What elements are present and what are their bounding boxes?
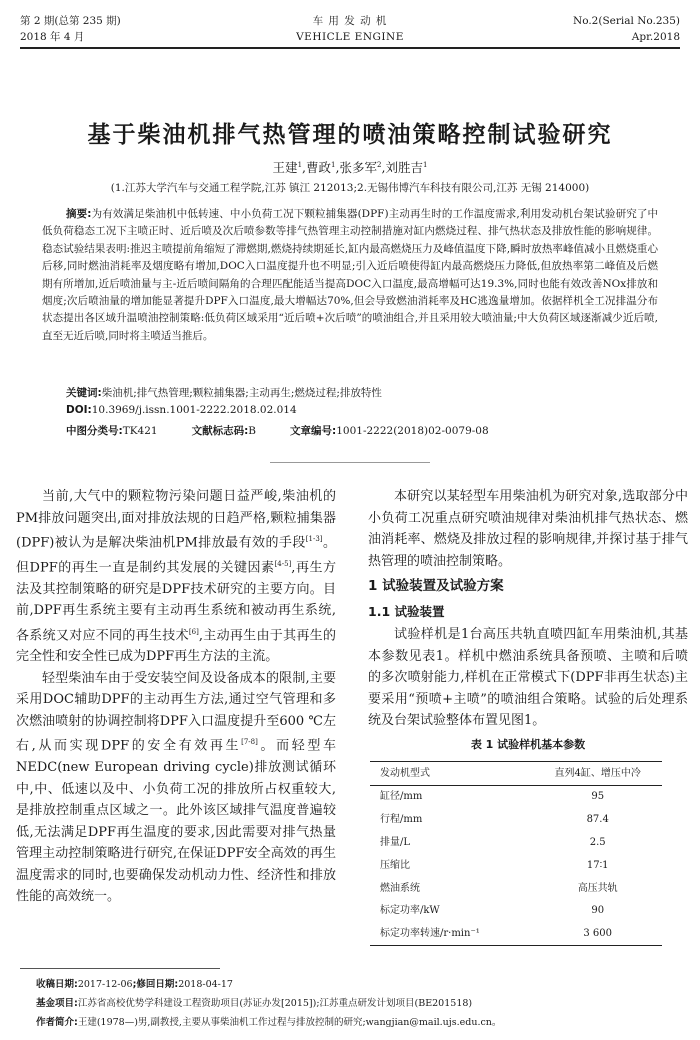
table-caption: 表 1 试验样机基本参数 bbox=[470, 737, 586, 751]
header-issue-en: No.2(Serial No.235) bbox=[573, 15, 680, 27]
table-cell: 行程/mm bbox=[380, 814, 423, 826]
affiliation: (1.江苏大学汽车与交通工程学院,江苏 镇江 212013;2.无锡伟博汽车科技有限公司,江苏 无锡 214000) bbox=[110, 182, 590, 194]
author-affiliation-mark: 1 bbox=[297, 160, 303, 169]
revised-label: ;修回日期: bbox=[132, 979, 179, 990]
header-issue-cn: 第 2 期(总第 235 期) bbox=[20, 15, 121, 27]
classification-line bbox=[66, 423, 489, 438]
body-paragraph: 试验样机是1台高压共轨直喷四缸车用柴油机,其基本参数见表1。样机中燃油系统具备预喷、主喷和后喷的多次喷射能力,样机在正常模式下(DPF非再生状态)主要采用“预喷+主喷”的喷油组合策略。试验的后处理系统及台架试验整体布置见图1。 bbox=[368, 627, 688, 728]
table-cell: 95 bbox=[591, 791, 605, 803]
table-cell: 排量/L bbox=[380, 837, 411, 849]
table-row bbox=[370, 877, 662, 900]
header-journal-en: VEHICLE ENGINE bbox=[296, 31, 404, 43]
table-row bbox=[370, 785, 662, 808]
table-cell: 缸径/mm bbox=[380, 791, 423, 803]
author-affiliation-mark: 1 bbox=[331, 160, 336, 169]
table-cell: 压缩比 bbox=[380, 859, 410, 871]
author-name: 王建 bbox=[272, 160, 298, 175]
header-journal-cn: 车 用 发 动 机 bbox=[312, 15, 388, 27]
doc-code-label: 文献标志码: bbox=[191, 425, 249, 437]
spec-table bbox=[370, 761, 662, 946]
body-paragraph: 本研究以某轻型车用柴油机为研究对象,选取部分中小负荷工况重点研究喷油规律对柴油机排气热状态、燃油消耗率、燃烧及排放过程的影响规律,并探讨基于排气热管理的喷油控制策略。 bbox=[368, 489, 688, 569]
author-list: 王建$^1$,曹政$^1$,张多军$^2$,刘胜吉$^1$ bbox=[272, 160, 428, 175]
footnote-fund bbox=[36, 995, 472, 1009]
table-header-cell: 直列4缸、增压中冷 bbox=[554, 767, 641, 779]
doi-label: DOI: bbox=[66, 404, 92, 416]
fund-text: 江苏省高校优势学科建设工程资助项目(苏证办发[2015]);江苏重点研发计划项目(BE201518) bbox=[77, 998, 473, 1009]
body-right-column bbox=[368, 486, 688, 946]
doc-code-value: B bbox=[248, 425, 257, 437]
table-row bbox=[370, 900, 662, 923]
footnote-bio bbox=[36, 1014, 501, 1028]
keywords-label: 关键词: bbox=[66, 387, 102, 399]
author-name: 曹政 bbox=[306, 160, 332, 175]
paper-title: 基于柴油机排气热管理的喷油策略控制试验研究 bbox=[87, 122, 613, 148]
fund-label: 基金项目: bbox=[36, 998, 78, 1009]
table-cell: 3 600 bbox=[583, 928, 613, 940]
table-row bbox=[370, 831, 662, 854]
footnote-rule bbox=[20, 968, 220, 969]
author-affiliation-mark: 1 bbox=[422, 160, 428, 169]
citation: [4-5] bbox=[274, 559, 292, 568]
citation: [1-3] bbox=[305, 535, 323, 543]
doi bbox=[66, 404, 297, 416]
abstract bbox=[42, 206, 658, 345]
received-label: 收稿日期: bbox=[36, 979, 78, 990]
abstract-label: 摘要: bbox=[66, 208, 92, 220]
body-left-column bbox=[16, 486, 336, 908]
author-name: 张多军 bbox=[339, 160, 377, 175]
table-cell: 87.4 bbox=[586, 814, 609, 826]
header-rule bbox=[20, 47, 680, 49]
table-row bbox=[370, 854, 662, 877]
received-date: 2017-12-06 bbox=[77, 979, 133, 990]
table-cell: 标定功率/kW bbox=[380, 905, 440, 917]
bio-text: 王建(1978—)男,副教授,主要从事柴油机工作过程与排放控制的研究;wangjian@mail.ujs.edu.cn。 bbox=[77, 1017, 502, 1028]
citation: [6] bbox=[188, 627, 199, 636]
article-no-value: 1001-2222(2018)02-0079-08 bbox=[336, 425, 489, 437]
table-cell: 2.5 bbox=[589, 837, 606, 849]
clc-value: TK421 bbox=[122, 425, 158, 437]
revised-date: 2018-04-17 bbox=[178, 979, 233, 990]
keywords-text: 柴油机;排气热管理;颗粒捕集器;主动再生;燃烧过程;排放特性 bbox=[101, 387, 382, 399]
clc-label: 中图分类号: bbox=[66, 425, 123, 437]
footnote-dates bbox=[36, 976, 233, 990]
bio-label: 作者简介: bbox=[36, 1017, 78, 1028]
abstract-divider bbox=[270, 462, 430, 463]
subsection-heading: 1.1 试验装置 bbox=[368, 603, 445, 619]
doi-value: 10.3969/j.issn.1001-2222.2018.02.014 bbox=[91, 404, 297, 416]
table-header-cell: 发动机型式 bbox=[380, 767, 430, 779]
table-row bbox=[370, 809, 662, 832]
header-date-en: Apr.2018 bbox=[631, 31, 680, 43]
table-cell: 高压共轨 bbox=[577, 882, 618, 894]
article-no-label: 文章编号: bbox=[290, 425, 337, 437]
body-paragraph: 轻型柴油车由于受安装空间及设备成本的限制,主要采用DOC辅助DPF的主动再生方法,通过空气管理和多次燃油喷射的协调控制将DPF入口温度提升至600 ℃左右,从而实现DPF的安全有效再生[7-8]。而轻型车NEDC(new European driving cycle)排放测试循环中,中、低速以及中、小负荷工况的排放所占权重较大,是排放控制重点区域之一。此外该区域排气温度普遍较低,无法满足DPF再生温度的要求,因此需要对排气热量管理主动控制策略进行研究,在保证DPF安全高效的再生温度需求的同时,也要确保发动机动力性、经济性和排放性能的高效统一。 bbox=[16, 670, 336, 905]
table-cell: 燃油系统 bbox=[380, 882, 420, 894]
table-cell: 17∶1 bbox=[586, 859, 609, 871]
citation: [7-8] bbox=[241, 738, 258, 747]
table-cell: 标定功率转速/r·min⁻¹ bbox=[380, 928, 480, 940]
keywords bbox=[66, 385, 382, 400]
header-date-cn: 2018 年 4 月 bbox=[20, 31, 85, 43]
body-paragraph: 当前,大气中的颗粒物污染问题日益严峻,柴油机的PM排放问题突出,面对排放法规的日趋严格,颗粒捕集器(DPF)被认为是解决柴油机PM排放最有效的手段[1-3]。但DPF的再生一直是制约其发展的关键因素[4-5],再生方法及其控制策略的研究是DPF技术研究的主要方向。目前,DPF再生系统主要有主动再生系统和被动再生系统,各系统又对应不同的再生技术[6],主动再生由于其再生的完全性和安全性已成为DPF再生方法的主流。 bbox=[16, 489, 336, 665]
author-affiliation-mark: 2 bbox=[377, 160, 382, 169]
abstract-text: 为有效满足柴油机中低转速、中小负荷工况下颗粒捕集器(DPF)主动再生时的工作温度需求,利用发动机台架试验研究了中低负荷稳态工况下主喷正时、近后喷及次后喷参数等排气热管理主动控制措施对缸内燃烧过程、排气热状态及排放性能的影响规律。稳态试验结果表明:推迟主喷提前角缩短了滞燃期,燃烧持续期延长,缸内最高燃烧压力及峰值温度下降,瞬时放热率峰值减小且燃烧重心后移,同时燃油消耗率及烟度略有增加,DOC入口温度提升也不明显;引入近后喷使得缸内最高燃烧压力降低,但放热率第二峰值及后燃期有所增加,近后喷油量与主-近后喷间隔角的合理匹配能适当提高DOC入口温度,最高增幅可达19.3%,同时也能有效改善NOx排放和烟度;次后喷油量的增加能显著提升DPF入口温度,最大增幅达70%,但会导致燃油消耗率及HC逃逸量增加。依据样机全工况排温分布状态提出各区域升温喷油控制策略:低负荷区域采用“近后喷+次后喷”的喷油组合,并且采用较大喷油量;中大负荷区域逐渐减少近后喷,直至无近后喷,同时将主喷适当推后。 bbox=[42, 208, 658, 342]
table-header-row bbox=[370, 762, 662, 786]
table-cell: 90 bbox=[591, 905, 605, 917]
table-row bbox=[370, 923, 662, 946]
author-name: 刘胜吉 bbox=[385, 160, 423, 175]
section-heading: 1 试验装置及试验方案 bbox=[368, 578, 504, 594]
